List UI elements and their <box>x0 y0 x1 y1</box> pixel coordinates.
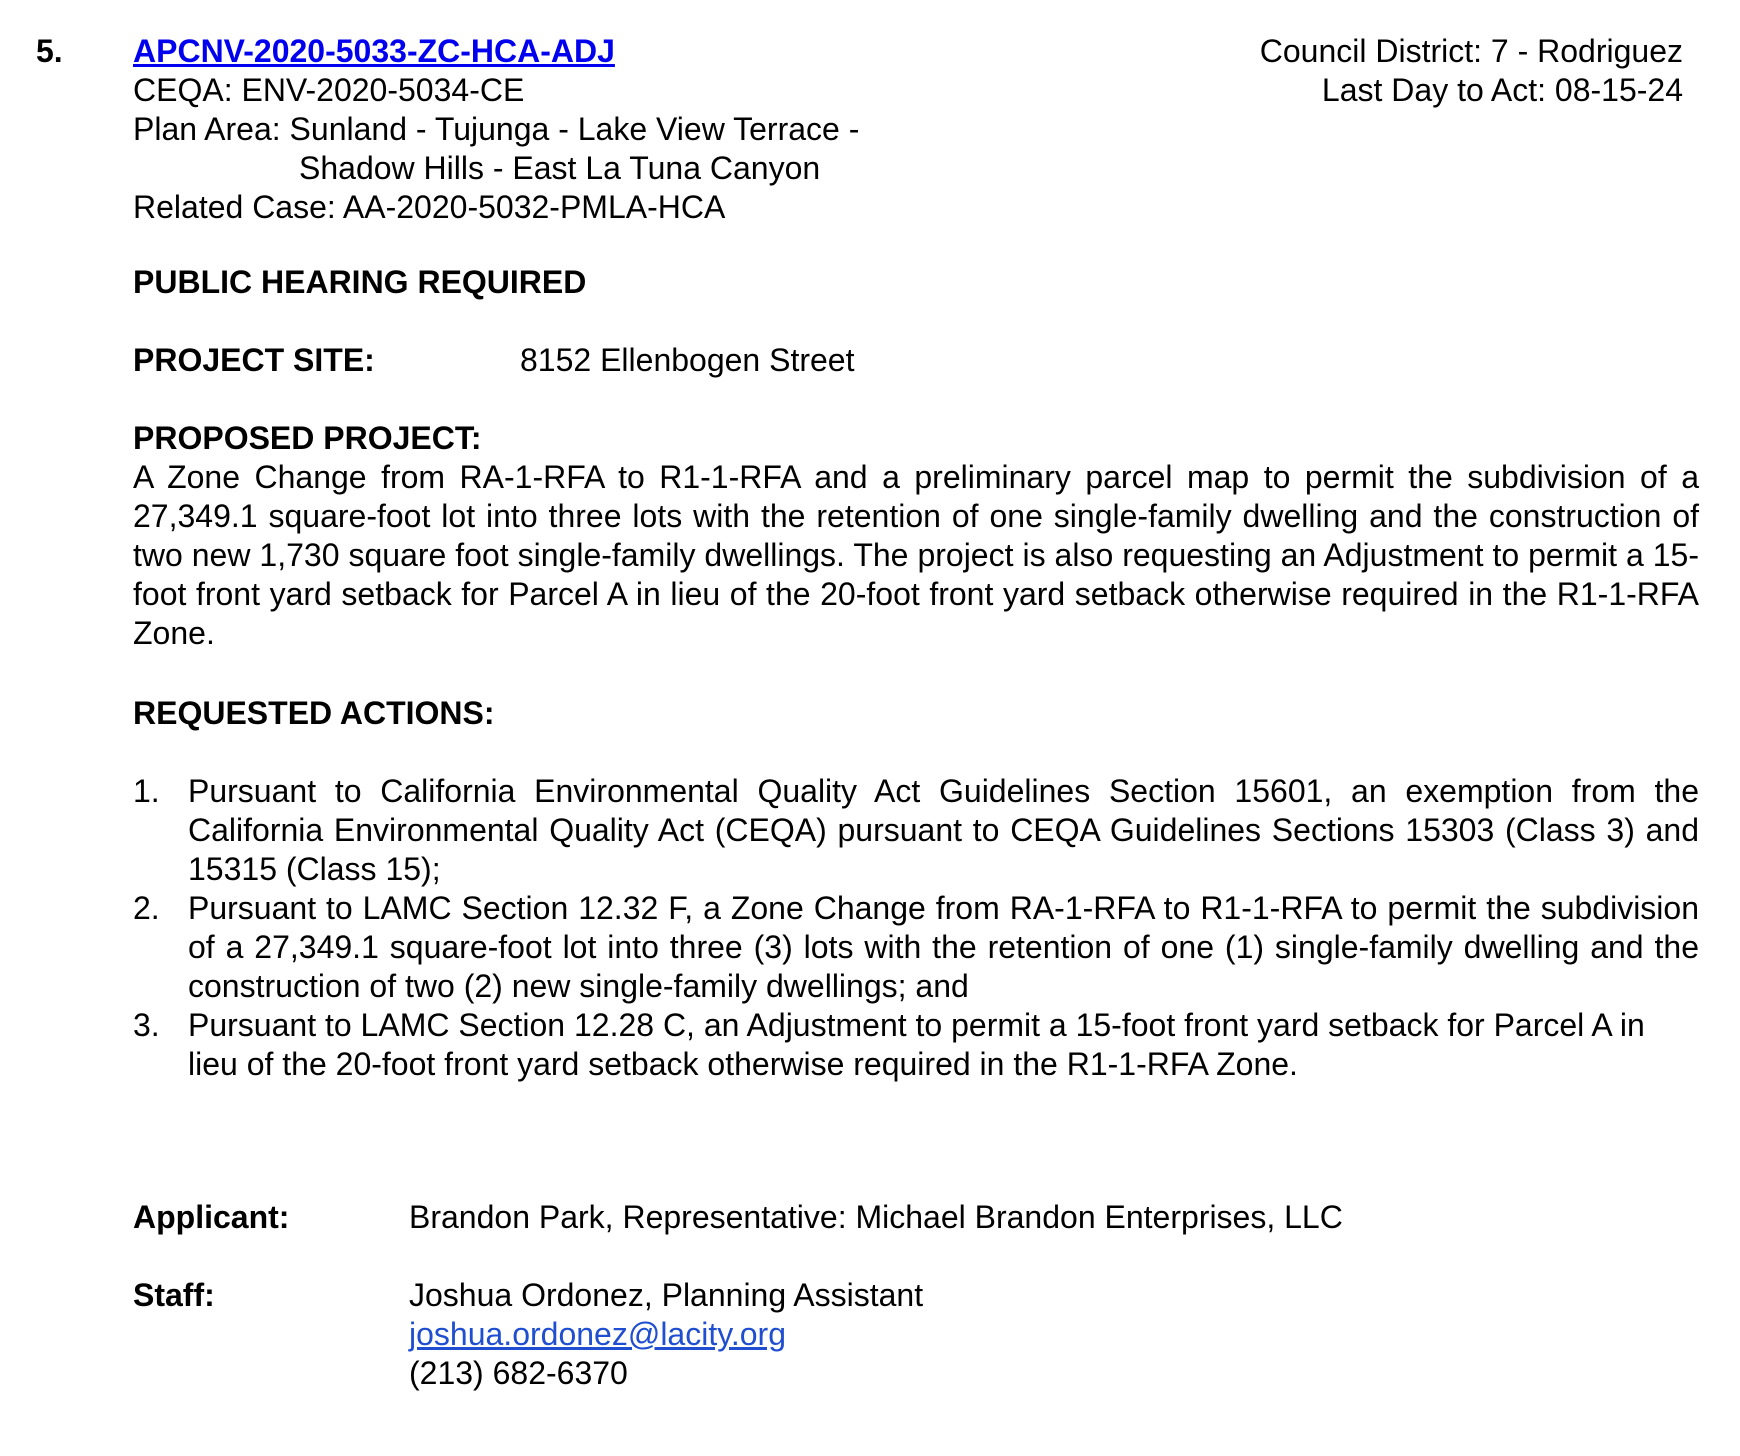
project-site-label: PROJECT SITE: <box>133 342 375 378</box>
list-item <box>133 1006 1699 1084</box>
list-item <box>133 772 1699 889</box>
list-item <box>133 889 1699 1006</box>
requested-actions-label: REQUESTED ACTIONS: <box>133 695 495 731</box>
list-item-number: 1. <box>133 773 160 809</box>
list-item-text: Pursuant to LAMC Section 12.28 C, an Adjustment to permit a 15-foot front yard setback for Parcel A in lieu of the 20-foot front yard setback otherwise required in the R1-1-RFA Zone. <box>188 1007 1645 1082</box>
list-item-number: 3. <box>133 1007 160 1043</box>
list-item-text: Pursuant to California Environmental Quality Act Guidelines Section 15601, an exemption from the California Environmental Quality Act (CEQA) pursuant to CEQA Guidelines Sections 15303 (Class 3) and 15315 (Class 15); <box>188 773 1699 887</box>
staff-email-link[interactable]: joshua.ordonez@lacity.org <box>409 1316 786 1352</box>
list-item-number: 2. <box>133 890 160 926</box>
project-site-value: 8152 Ellenbogen Street <box>520 342 855 378</box>
proposed-project-section <box>133 419 1699 653</box>
plan-area-line1: Plan Area: Sunland - Tujunga - Lake View Terrace - <box>133 111 860 147</box>
plan-area-line2: Shadow Hills - East La Tuna Canyon <box>299 150 821 186</box>
case-header <box>133 32 1033 227</box>
applicant-label: Applicant: <box>133 1199 290 1235</box>
ceqa-number: CEQA: ENV-2020-5034-CE <box>133 72 525 108</box>
applicant-value: Brandon Park, Representative: Michael Brandon Enterprises, LLC <box>409 1199 1343 1235</box>
staff-phone: (213) 682-6370 <box>409 1355 628 1391</box>
case-number-link[interactable]: APCNV-2020-5033-ZC-HCA-ADJ <box>133 33 615 69</box>
staff-name: Joshua Ordonez, Planning Assistant <box>409 1277 924 1313</box>
last-day-to-act: Last Day to Act: 08-15-24 <box>1321 72 1683 108</box>
proposed-project-label: PROPOSED PROJECT: <box>133 420 482 456</box>
staff-contact <box>409 1276 923 1393</box>
project-site-row <box>133 341 854 380</box>
applicant-row <box>133 1198 1343 1237</box>
related-case: Related Case: AA-2020-5032-PMLA-HCA <box>133 189 726 225</box>
public-hearing-heading: PUBLIC HEARING REQUIRED <box>133 264 587 300</box>
proposed-project-text: A Zone Change from RA-1-RFA to R1-1-RFA and a preliminary parcel map to permit the subdivision of a 27,349.1 square-foot lot into three lots with the retention of one single-family dwelling and the construction of two new 1,730 square foot single-family dwellings. The project is also requesting an Adjustment to permit a 15-foot front yard setback for Parcel A in lieu of the 20-foot front yard setback otherwise required in the R1-1-RFA Zone. <box>133 459 1699 651</box>
item-number: 5. <box>36 33 63 69</box>
list-item-text: Pursuant to LAMC Section 12.32 F, a Zone Change from RA-1-RFA to R1-1-RFA to permit the subdivision of a 27,349.1 square-foot lot into three (3) lots with the retention of one (1) single-family dwelling and the construction of two (2) new single-family dwellings; and <box>188 890 1699 1004</box>
staff-row <box>133 1276 923 1393</box>
staff-label: Staff: <box>133 1277 215 1313</box>
council-district: Council District: 7 - Rodriguez <box>1259 33 1683 69</box>
district-info <box>1260 32 1683 110</box>
requested-actions-list <box>133 772 1699 1084</box>
